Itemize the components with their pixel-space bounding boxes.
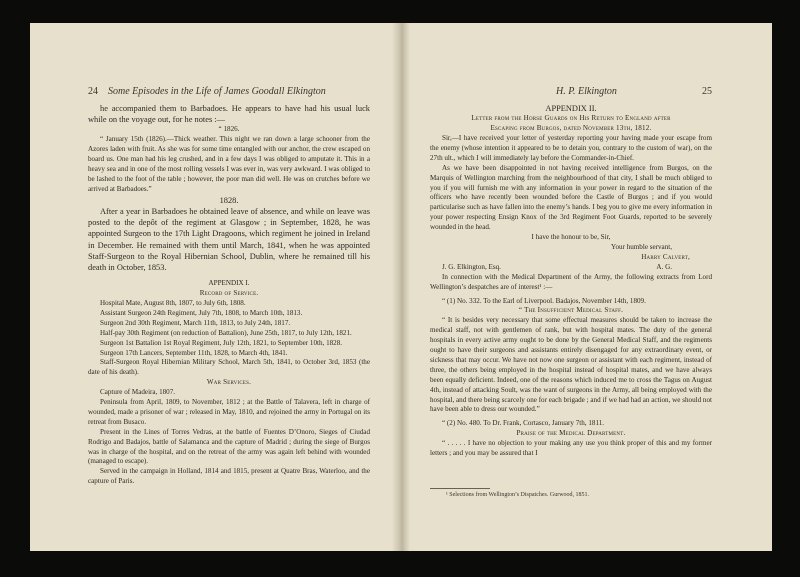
despatch-1-title: “ The Insufficient Medical Staff. xyxy=(518,306,624,315)
year-1828: 1828. xyxy=(219,195,239,205)
despatch-1-body: “ It is besides very necessary that some effectual measures should be taken to increase the medical staff, not with gentlemen of rank, but with hospital mates. The duty of the general hospitals in every active army ought to be done by the General Medical Staff, and the regiments ought to have their surgeons and assistants entirely disengaged for any extraordinary event, or sickness that may occur. We have not now one surgeon or assistant with each regiment, instead of three, the others being employed in the hospital instead of hospital mates, and we have always been equally deficient. Indeed, one of the reasons which induced me to cross the Tagus on August 4th, instead of attacking Soult, was the want of surgeons in the Army, all being employed with the hospital, and there being scarcely one for each brigade ; and if we had had an action, we should not have been able to dress our wounded.” xyxy=(430,316,712,414)
war-service-line: Peninsula from April, 1809, to November, 1812 ; at the Battle of Talavera, left in charge of wounded, made a prisoner of war ; released in May, 1810, and rejoined the army in Portugal on its retreat from Busaco. xyxy=(88,398,370,426)
record-line: Half-pay 30th Regiment (on reduction of Battalion), June 25th, 1817, to July 12th, 1821. xyxy=(100,328,352,337)
despatch-2-heading: “ (2) No. 480. To Dr. Frank, Cortasco, January 7th, 1811. xyxy=(442,419,605,428)
appendix-1-heading: APPENDIX I. xyxy=(208,279,250,288)
war-service-line: Present in the Lines of Torres Vedras, at the battle of Fuentes D’Onoro, Sieges of Ciudad Rodrigo and Badajos, battle of Salamanca and the capture of Madrid ; during the siege of Burgos was in charge of the hospital, and on the retreat of the army was again left behind with wounded (managed to escape). xyxy=(88,427,370,466)
intro-paragraph: he accompanied them to Barbadoes. He appears to have had his usual luck while on the voyage out, for he notes :— xyxy=(88,104,370,125)
letter-paragraph-2: As we have been disappointed in not having received intelligence from Burgos, on the Marquis of Wellington marching from the neighbourhood of that city, I shall be much obliged to you if you will furnish me with any information in your power in regard to the situation of the officers who have recently been wounded before the Castle of Burgos ; and if you would particularise such as have fallen into the enemy’s hands. I beg you to give me every information in your power respecting Ensign Knox of the 3rd Regiment Foot Guards, reported to be severely wounded in the head. xyxy=(430,163,712,232)
footnote: ¹ Selections from Wellington’s Dispatches. Gurwood, 1851. xyxy=(446,492,590,498)
appendix-2-heading: APPENDIX II. xyxy=(545,104,597,113)
left-page-number: 24 xyxy=(88,86,98,97)
left-page-body xyxy=(88,103,370,487)
right-running-head xyxy=(430,86,712,100)
record-line: Surgeon 17th Lancers, September 11th, 1828, to March 4th, 1841. xyxy=(100,348,288,357)
war-services-heading: War Services. xyxy=(206,378,252,387)
right-page-number: 25 xyxy=(702,86,712,97)
left-running-title: Some Episodes in the Life of James Goodall Elkington xyxy=(108,86,326,97)
addressee-line xyxy=(430,263,712,273)
book-gutter xyxy=(392,23,410,551)
paragraph-1828: After a year in Barbadoes he obtained leave of absence, and while on leave was posted to the depôt of the regiment at Glasgow ; in September, 1828, he was appointed Surgeon to the 17th Light Dragoons, which regiment he joined in Ireland in December. He remained with them until March, 1841, when he was appointed Staff-Surgeon to the Royal Hibernian School, Dublin, where he remained till his death in October, 1853. xyxy=(88,206,370,272)
record-line: Surgeon 2nd 30th Regiment, March 11th, 1813, to July 24th, 1817. xyxy=(100,318,291,327)
letter-honour-line: I have the honour to be, Sir, xyxy=(531,233,611,242)
record-line: Hospital Mate, August 8th, 1807, to July 6th, 1808. xyxy=(100,298,246,307)
diary-entry: “ January 15th (1826).—Thick weather. This night we ran down a large schooner from the Azores laden with fruit. As she was for some time entangled with our anchor, the crew escaped on board us. One man had his leg crushed, and in a few days I was obliged to amputate it. This in a heavy sea and in one of the most rolling vessels I was ever in, was very awkward. I was obliged to be lashed to the foot of the table ; however, the poor man did well. He was on crutches before we arrived at Barbadoes.” xyxy=(88,135,370,193)
right-running-title: H. P. Elkington xyxy=(556,86,617,97)
war-service-line: Served in the campaign in Holland, 1814 and 1815, present at Quatre Bras, Waterloo, and the capture of Paris. xyxy=(88,467,370,486)
record-line: Surgeon 1st Battalion 1st Royal Regiment, July 12th, 1821, to September 10th, 1828. xyxy=(100,338,343,347)
addressee-rank: A. G. xyxy=(656,262,672,271)
footnote-rule xyxy=(430,488,490,489)
record-of-service-heading: Record of Service. xyxy=(199,289,259,298)
letter-signature: Harry Calvert, xyxy=(641,252,690,261)
addressee: J. G. Elkington, Esq. xyxy=(442,262,501,271)
despatch-2-title: Praise of the Medical Department. xyxy=(516,429,626,438)
letter-paragraph-1: Sir,—I have received your letter of yesterday reporting your having made your escape from the enemy (whose intention it appeared to be to detain you, contrary to the custom of war), on the 27th ult., which I will immediately lay before the Commander-in-Chief. xyxy=(430,134,712,162)
right-page-body xyxy=(430,103,712,459)
despatch-2-body: “ . . . . . I have no objection to your making any use you think proper of this and my former letters ; and you may be assured that I xyxy=(430,439,712,458)
record-line: Assistant Surgeon 24th Regiment, July 7th, 1808, to March 10th, 1813. xyxy=(100,308,303,317)
left-running-head xyxy=(88,86,368,100)
connection-paragraph: In connection with the Medical Department of the Army, the following extracts from Lord Wellington’s despatches are of interest¹ :— xyxy=(430,272,712,291)
letter-closing: Your humble servant, xyxy=(611,242,672,251)
letter-heading-line-2: Escaping from Burgos, dated November 13th, 1812. xyxy=(490,124,652,133)
war-service-line: Capture of Madeira, 1807. xyxy=(100,388,176,397)
despatch-1-heading: “ (1) No. 332. To the Earl of Liverpool. Badajos, November 14th, 1809. xyxy=(442,296,646,305)
record-line: Staff-Surgeon Royal Hibernian Military School, March 5th, 1841, to October 3rd, 1853 (the date of his death). xyxy=(88,358,370,377)
year-1826: “ 1826. xyxy=(218,125,240,134)
letter-heading-line-1: Letter from the Horse Guards on His Return to England after xyxy=(471,114,671,123)
